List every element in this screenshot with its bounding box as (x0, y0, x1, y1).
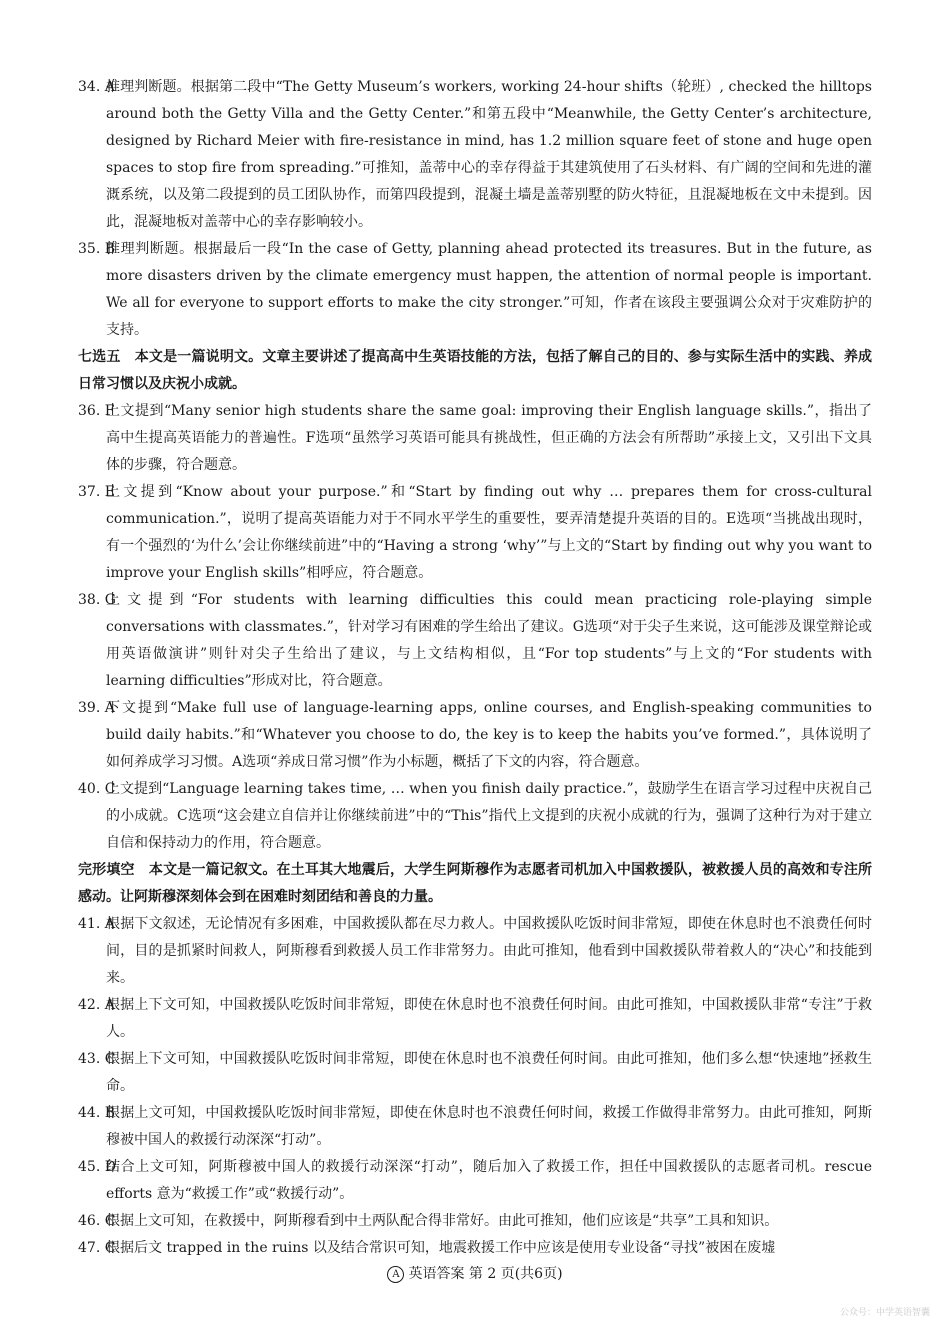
answer-text: 根据上下文可知，中国救援队吃饭时间非常短，即使在休息时也不浪费任何时间。由此可推知，中国救援队非常“专注”于救人。 (106, 997, 872, 1040)
section-heading-qixuanwu: 七选五 本文是一篇说明文。文章主要讲述了提高高中生英语技能的方法，包括了解自己的目的、参与实际生活中的实践、养成日常习惯以及庆祝小成就。 (78, 349, 872, 392)
page-number-label: 英语答案 第 2 页(共6页) (408, 1266, 563, 1282)
answer-content (78, 74, 872, 1262)
answer-number: 39. A (78, 700, 115, 716)
answer-text: 下文提到“Make full use of language-learning apps, online courses, and English-speaking communities to build daily habits.”和“Whatever you choose to do, the key is to keep the habits you’ve formed.”，具体说明了如何养成学习习惯。A选项“养成日常习惯”作为小标题，概括了下文的内容，符合题意。 (106, 700, 872, 770)
answer-number: 38. G (78, 592, 116, 608)
answer-item-34 (78, 74, 872, 236)
answer-number: 36. F (78, 403, 115, 419)
answer-number: 47. C (78, 1240, 116, 1256)
answer-text: 根据上文可知，中国救援队吃饭时间非常短，即使在休息时也不浪费任何时间，救援工作做得非常努力。由此可推知，阿斯穆被中国人的救援行动深深“打动”。 (106, 1105, 872, 1148)
answer-number: 42. A (78, 997, 115, 1013)
answer-number: 45. D (78, 1159, 116, 1175)
answer-number: 40. C (78, 781, 116, 797)
answer-number: 34. A (78, 79, 115, 95)
watermark: 公众号：中学英语智囊 (839, 1308, 930, 1318)
answer-text: 上文提到“Many senior high students share the same goal: improving their English language skills.”，指出了高中生提高英语能力的普遍性。F选项“虽然学习英语可能具有挑战性，但正确的方法会有所帮助”承接上文，又引出下文具体的步骤，符合题意。 (106, 403, 872, 473)
answer-number: 43. C (78, 1051, 116, 1067)
answer-item-42 (78, 992, 872, 1046)
circled-a-mark: A (387, 1266, 404, 1283)
section-heading-wanxing: 完形填空 本文是一篇记叙文。在土耳其大地震后，大学生阿斯穆作为志愿者司机加入中国救援队，被救援人员的高效和专注所感动。让阿斯穆深刻体会到在困难时刻团结和善良的力量。 (78, 862, 872, 905)
answer-item-40 (78, 776, 872, 857)
page-footer (0, 1263, 950, 1283)
answer-number: 35. B (78, 241, 116, 257)
answer-text: 根据上下文可知，中国救援队吃饭时间非常短，即使在休息时也不浪费任何时间。由此可推知，他们多么想“快速地”拯救生命。 (106, 1051, 872, 1094)
answer-number: 37. E (78, 484, 115, 500)
answer-item-41 (78, 911, 872, 992)
answer-item-45 (78, 1154, 872, 1208)
answer-text: 上文提到“Know about your purpose.”和“Start by finding out why … prepares them for cross-cultural communication.”，说明了提高英语能力对于不同水平学生的重要性，要弄清楚提升英语的目的。E选项“当挑战出现时，有一个强烈的‘为什么’会让你继续前进”中的“Having a strong ‘why’”与上文的“Start by finding out why you want to improve your English skills”相呼应，符合题意。 (106, 484, 872, 581)
answer-item-39 (78, 695, 872, 776)
answer-item-46 (78, 1208, 872, 1235)
answer-item-43 (78, 1046, 872, 1100)
answer-item-35 (78, 236, 872, 344)
answer-number: 46. C (78, 1213, 116, 1229)
answer-item-44 (78, 1100, 872, 1154)
answer-text: 结合上文可知，阿斯穆被中国人的救援行动深深“打动”，随后加入了救援工作，担任中国救援队的志愿者司机。rescue efforts 意为“救援工作”或“救援行动”。 (106, 1159, 872, 1202)
answer-text: 推理判断题。根据第二段中“The Getty Museum’s workers, working 24-hour shifts（轮班）, checked the hilltops around both the Getty Villa and the Getty Center.”和第五段中“Meanwhile, the Getty Center’s architecture, designed by Richard Meier with fire-resistance in mind, has 1.2 million square feet of stone and huge open spaces to stop fire from spreading.”可推知，盖蒂中心的幸存得益于其建筑使用了石头材料、有广阔的空间和先进的灌溉系统，以及第二段提到的员工团队协作，而第四段提到，混凝土墙是盖蒂别墅的防火特征，且混凝地板在文中未提到。因此，混凝地板对盖蒂中心的幸存影响较小。 (106, 79, 872, 230)
answer-text: 上文提到“Language learning takes time, … when you finish daily practice.”，鼓励学生在语言学习过程中庆祝自己的小成就。C选项“这会建立自信并让你继续前进”中的“This”指代上文提到的庆祝小成就的行为，强调了这种行为对于建立自信和保持动力的作用，符合题意。 (106, 781, 872, 851)
answer-item-38 (78, 587, 872, 695)
answer-text: 根据后文 trapped in the ruins 以及结合常识可知，地震救援工作中应该是使用专业设备“寻找”被困在废墟 (106, 1240, 776, 1256)
answer-text: 根据下文叙述，无论情况有多困难，中国救援队都在尽力救人。中国救援队吃饭时间非常短，即使在休息时也不浪费任何时间，目的是抓紧时间救人，阿斯穆看到救援人员工作非常努力。由此可推知，他看到中国救援队带着救人的“决心”和技能到来。 (106, 916, 872, 986)
answer-text: 根据上文可知，在救援中，阿斯穆看到中土两队配合得非常好。由此可推知，他们应该是“共享”工具和知识。 (106, 1213, 779, 1229)
answer-item-47 (78, 1235, 872, 1262)
answer-item-36 (78, 398, 872, 479)
answer-text: 上文提到“For students with learning difficulties this could mean practicing role-playing simple conversations with classmates.”，针对学习有困难的学生给出了建议。G选项“对于尖子生来说，这可能涉及课堂辩论或用英语做演讲”则针对尖子生给出了建议，与上文结构相似，且“For top students”与上文的“For students with learning difficulties”形成对比，符合题意。 (106, 592, 872, 689)
answer-item-37 (78, 479, 872, 587)
answer-number: 41. A (78, 916, 115, 932)
answer-number: 44. B (78, 1105, 116, 1121)
answer-text: 推理判断题。根据最后一段“In the case of Getty, planning ahead protected its treasures. But in the future, as more disasters driven by the climate emergency must happen, the attention of normal people is important. We all for everyone to support efforts to make the city stronger.”可知，作者在该段主要强调公众对于灾难防护的支持。 (106, 241, 872, 338)
